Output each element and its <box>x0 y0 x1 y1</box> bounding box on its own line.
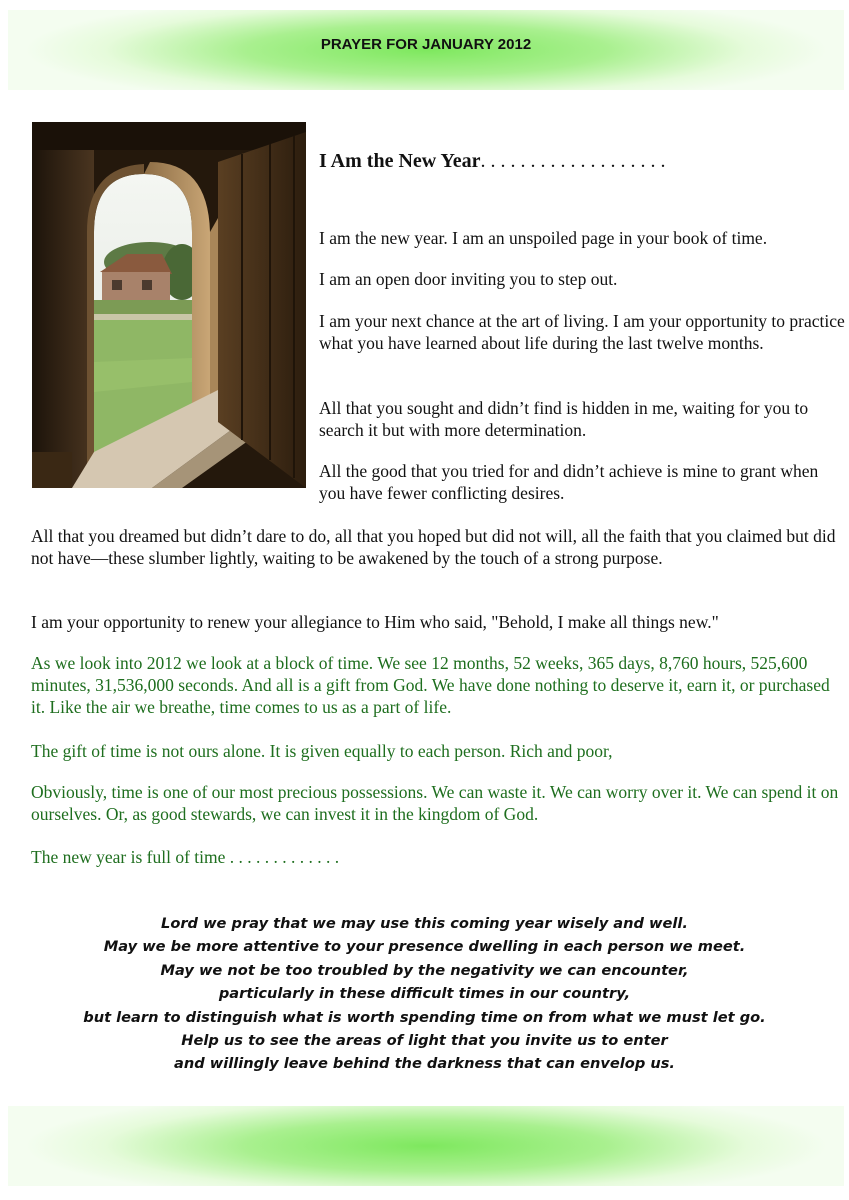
prayer-line: May we be more attentive to your presence dwelling in each person we meet. <box>103 938 746 956</box>
prayer-line: May we not be too troubled by the negativity we can encounter, <box>160 961 689 979</box>
doorway-photo <box>32 122 306 488</box>
paragraph-3: I am your next chance at the art of living. I am your opportunity to practice what you have learned about life during the last twelve months. <box>319 311 845 353</box>
paragraph-10: Obviously, time is one of our most precious possessions. We can waste it. We can worry over it. We can spend it on ourselves. Or, as good stewards, we can invest it in the kingdom of God. <box>31 782 839 824</box>
page-title: PRAYER FOR JANUARY 2012 <box>320 36 532 53</box>
header-banner <box>8 10 844 90</box>
closing-prayer <box>30 912 819 1076</box>
paragraph-6: All that you dreamed but didn’t dare to do, all that you hoped but did not will, all the faith that you claimed but did not have—these slumber lightly, waiting to be awakened by the touch of a strong purpose. <box>31 526 836 568</box>
prayer-line: but learn to distinguish what is worth spending time on from what we must let go. <box>83 1008 766 1026</box>
paragraph-5: All the good that you tried for and didn’t achieve is mine to grant when you have fewer conflicting desires. <box>319 461 819 503</box>
paragraph-7: I am your opportunity to renew your allegiance to Him who said, "Behold, I make all things new." <box>31 612 719 632</box>
paragraph-11: The new year is full of time . . . . . . . . . . . . . <box>31 847 340 867</box>
paragraph-4: All that you sought and didn’t find is hidden in me, waiting for you to search it but with more determination. <box>319 398 809 440</box>
paragraph-9: The gift of time is not ours alone. It is given equally to each person. Rich and poor, <box>31 741 613 761</box>
prayer-line: and willingly leave behind the darkness that can envelop us. <box>174 1055 675 1073</box>
prayer-line: Lord we pray that we may use this coming year wisely and well. <box>161 915 688 932</box>
paragraph-1: I am the new year. I am an unspoiled page in your book of time. <box>319 228 768 248</box>
poem-title-text: I Am the New Year <box>319 150 481 172</box>
paragraph-8: As we look into 2012 we look at a block of time. We see 12 months, 52 weeks, 365 days, 8,760 hours, 525,600 minutes, 31,536,000 seconds. And all is a gift from God. We have done nothing to deserve it, earn it, or purchased it. Like the air we breathe, time comes to us as a part of life. <box>31 653 830 717</box>
footer-banner <box>8 1106 844 1186</box>
poem-title <box>319 150 665 173</box>
poem-title-dots: . . . . . . . . . . . . . . . . . . . <box>480 150 666 172</box>
prayer-line: Help us to see the areas of light that you invite us to enter <box>181 1032 668 1050</box>
prayer-line: particularly in these difficult times in our country, <box>218 985 631 1003</box>
paragraph-2: I am an open door inviting you to step out. <box>319 269 618 289</box>
